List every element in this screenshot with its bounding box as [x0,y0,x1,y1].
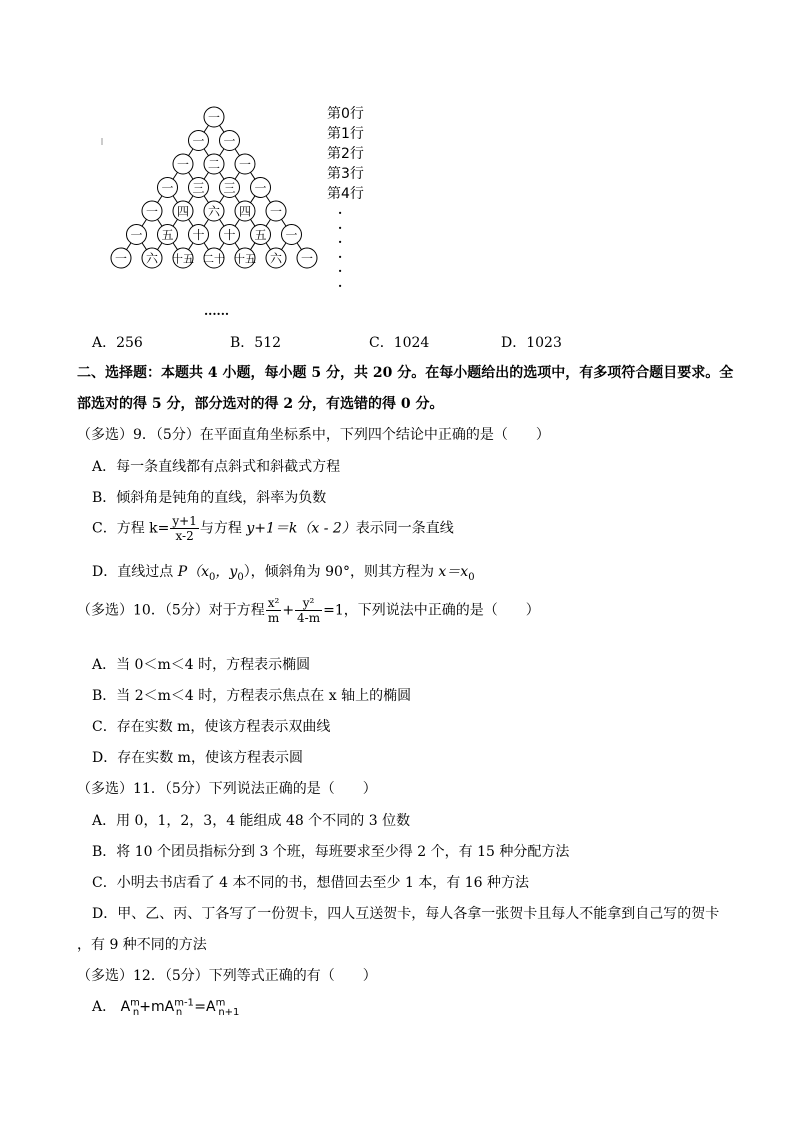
q12-a-term3-sup: m [215,997,226,1009]
triangle-node-label: 二十 [203,252,225,266]
q12-stem: （多选）12．（5分）下列等式正确的有（ ） [77,968,377,984]
q10-option-b: B．当 2＜m＜4 时，方程表示焦点在 x 轴上的椭圆 [92,688,412,704]
q10-f2-denominator: 4-m [297,611,321,625]
q10-f1-denominator: m [267,611,280,625]
q8-option-c: C．1024 [369,335,430,351]
q10-stem-prefix: （多选）10．（5分）对于方程 [77,602,265,619]
row-label-1: 第1行 [327,126,364,142]
triangle-node-label: 一 [238,157,252,172]
q12-a-term1-sup: m [130,997,140,1009]
vertical-dot: . [338,246,343,261]
q9-d-sub1: 0 [237,571,244,583]
q8-option-b: B．512 [230,335,282,351]
triangle-node-label: 六 [207,204,221,219]
row-label-2: 第2行 [327,146,364,162]
q12-option-a [92,996,239,1018]
q11-stem: （多选）11．（5分）下列说法正确的是（ ） [77,781,377,797]
q10-option-c: C．存在实数 m，使该方程表示双曲线 [92,719,331,735]
q11-option-d-line1: D．甲、乙、丙、丁各写了一份贺卡，四人互送贺卡，每人各拿一张贺卡且每人不能拿到自己写的贺卡 [92,906,720,922]
q9-c-denominator: x-2 [175,529,194,543]
q9-d-sub0: 0 [209,571,216,583]
q10-plus: + [282,602,295,619]
vertical-dot: . [338,217,343,232]
vertical-dot: . [338,203,343,217]
q12-a-term1: A [120,999,131,1015]
q10-option-a: A．当 0＜m＜4 时，方程表示椭圆 [92,657,311,673]
q9-d-mid: ），倾斜角为 90°，则其方程为 [243,564,439,580]
q9-c-mid: 与方程 [199,520,247,537]
triangle-node-label: 一 [269,204,283,219]
q8-option-d: D．1023 [501,335,562,351]
q11-option-d-line2: ，有 9 种不同的方法 [77,937,207,953]
q9-d-sub2: 0 [468,571,475,583]
q12-a-term2: +mA [139,999,175,1015]
q12-a-term3: =A [194,999,216,1015]
q12-a-label: A． [92,999,117,1015]
triangle-node-label: 十五 [234,252,256,266]
q11-option-c: C．小明去书店看了 4 本不同的书，想借回去至少 1 本，有 16 种方法 [92,875,530,891]
q10-option-d: D．存在实数 m，使该方程表示圆 [92,750,303,766]
section2-heading-line2: 部选对的得 5 分，部分选对的得 2 分，有选错的得 0 分。 [77,396,444,412]
triangle-node-label: 十 [223,228,236,242]
q9-option-b: B．倾斜角是钝角的直线，斜率为负数 [92,490,327,506]
section2-heading-line1: 二、选择题：本题共 4 小题，每小题 5 分，共 20 分。在每小题给出的选项中，有多项符合题目要求。全 [77,365,734,381]
q10-equals: =1 [323,602,344,619]
triangle-node-label: 一 [145,204,159,219]
triangle-node-label: 一 [176,157,190,172]
q12-a-term1-sub: n [132,1006,140,1018]
triangle-node-label: 十 [192,228,205,242]
q12-a-formula [120,997,240,1018]
bottom-ellipsis: ...... [204,304,230,318]
q10-f2-numerator: y² [295,596,322,611]
triangle-node-label: 一 [207,110,221,125]
q12-a-term3-sub: n+1 [218,1006,240,1018]
q9-d-equation: x＝x [438,564,469,580]
q9-option-a: A．每一条直线都有点斜式和斜截式方程 [92,459,341,475]
q9-c-prefix: C．方程 k= [92,520,170,537]
triangle-node-label: 四 [238,204,252,219]
q10-stem [77,596,540,625]
triangle-node-label: 一 [285,228,298,242]
triangle-node-label: 三 [223,181,236,195]
triangle-node-label: 一 [300,251,314,266]
q8-option-a: A．256 [92,335,143,351]
q9-c-fraction [170,514,198,543]
q9-d-prefix: D．直线过点 [92,564,178,580]
q11-option-a: A．用 0，1，2，3，4 能组成 48 个不同的 3 位数 [92,813,411,829]
triangle-node-label: 五 [161,228,174,242]
triangle-node-label: 一 [223,134,236,148]
q12-a-term2-sub: n [175,1006,183,1018]
vertical-dot: . [338,232,343,246]
q9-option-d [92,561,475,583]
triangle-node-label: 五 [254,228,267,242]
row-label-4: 第4行 [327,186,364,202]
triangle-node-label: 一 [130,228,143,242]
row-label-3: 第3行 [327,166,364,182]
row-label-0: 第0行 [327,106,364,122]
triangle-node-label: 三 [192,181,205,195]
q10-stem-suffix: ，下列说法中正确的是（ ） [343,602,540,619]
triangle-node-label: 十五 [172,252,194,266]
q12-a-term2-sup: m-1 [174,997,194,1009]
vertical-dot: . [338,275,343,290]
triangle-node-label: 一 [114,251,128,266]
q9-d-comma: ，y [215,564,238,580]
q9-c-suffix: 表示同一条直线 [355,520,454,537]
triangle-node-label: 一 [192,134,205,148]
q10-fraction-1 [266,596,282,625]
q9-c-numerator: y+1 [172,514,197,528]
vertical-dot: . [338,261,343,275]
triangle-node-label: 六 [269,251,283,266]
q10-f1-numerator: x² [267,596,280,610]
q9-c-equation: y+1＝k（x - 2） [246,520,356,537]
triangle-node-label: 二 [207,157,221,172]
triangle-node-label: 一 [254,181,267,195]
q10-fraction-2 [295,596,322,625]
q11-option-b: B．将 10 个团员指标分到 3 个班，每班要求至少得 2 个，有 15 种分配方法 [92,844,570,860]
triangle-node-label: 六 [145,251,159,266]
triangle-node-label: 一 [161,181,174,195]
triangle-node-label: 四 [176,204,190,219]
q9-option-c [92,514,454,543]
q9-d-point: P（x [177,564,210,580]
q9-stem: （多选）9．（5分）在平面直角坐标系中，下列四个结论中正确的是（ ） [77,427,550,443]
